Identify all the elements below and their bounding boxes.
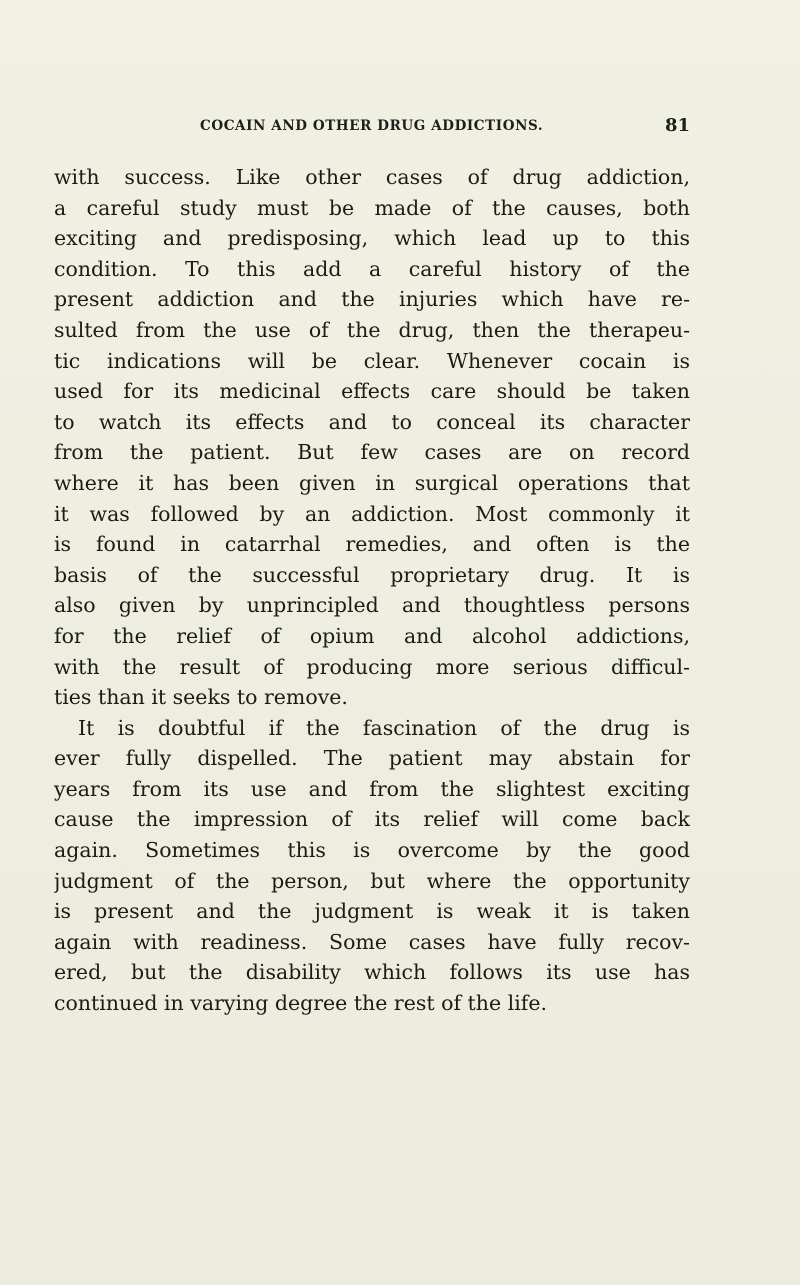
body-text	[54, 162, 690, 1019]
text-line: where it has been given in surgical operations that	[54, 470, 690, 495]
text-line: it was followed by an addiction. Most commonly it	[54, 501, 690, 526]
text-line: again with readiness. Some cases have fully recov-	[54, 929, 690, 954]
text-line: cause the impression of its relief will come back	[54, 807, 690, 832]
text-line: basis of the successful proprietary drug. It is	[54, 562, 690, 587]
text-line: ever fully dispelled. The patient may abstain for	[54, 746, 690, 771]
text-line: with the result of producing more serious difficul-	[54, 654, 690, 679]
text-line: is found in catarrhal remedies, and often is the	[54, 532, 690, 557]
text-line: from the patient. But few cases are on record	[54, 440, 690, 465]
text-line: tic indications will be clear. Whenever cocain is	[54, 348, 690, 373]
text-line: ered, but the disability which follows its use has	[54, 960, 690, 985]
text-line: with success. Like other cases of drug addiction,	[54, 165, 690, 189]
page-header	[200, 115, 690, 140]
text-line: It is doubtful if the fascination of the drug is	[78, 715, 690, 740]
paragraph	[54, 162, 690, 713]
text-line: judgment of the person, but where the opportunity	[54, 868, 690, 893]
text-line: exciting and predisposing, which lead up to this	[54, 226, 690, 251]
text-line: for the relief of opium and alcohol addictions,	[54, 623, 690, 648]
paragraph	[54, 713, 690, 1019]
text-line: condition. To this add a careful history of the	[54, 256, 690, 281]
text-line: used for its medicinal effects care should be taken	[54, 379, 690, 404]
page-number: 81	[664, 115, 690, 136]
text-line: also given by unprincipled and thoughtless persons	[54, 593, 690, 618]
text-line: years from its use and from the slightest exciting	[54, 776, 690, 801]
text-line: ties than it seeks to remove.	[54, 685, 348, 710]
text-line: present addiction and the injuries which have re-	[54, 287, 690, 312]
running-head: COCAIN AND OTHER DRUG ADDICTIONS.	[200, 118, 544, 134]
text-line: is present and the judgment is weak it is taken	[54, 899, 690, 924]
text-line: sulted from the use of the drug, then the therapeu-	[54, 317, 690, 342]
text-line: continued in varying degree the rest of the life.	[54, 991, 547, 1016]
text-line: to watch its effects and to conceal its character	[54, 409, 690, 434]
text-line: a careful study must be made of the causes, both	[54, 195, 690, 220]
text-line: again. Sometimes this is overcome by the good	[54, 838, 690, 863]
